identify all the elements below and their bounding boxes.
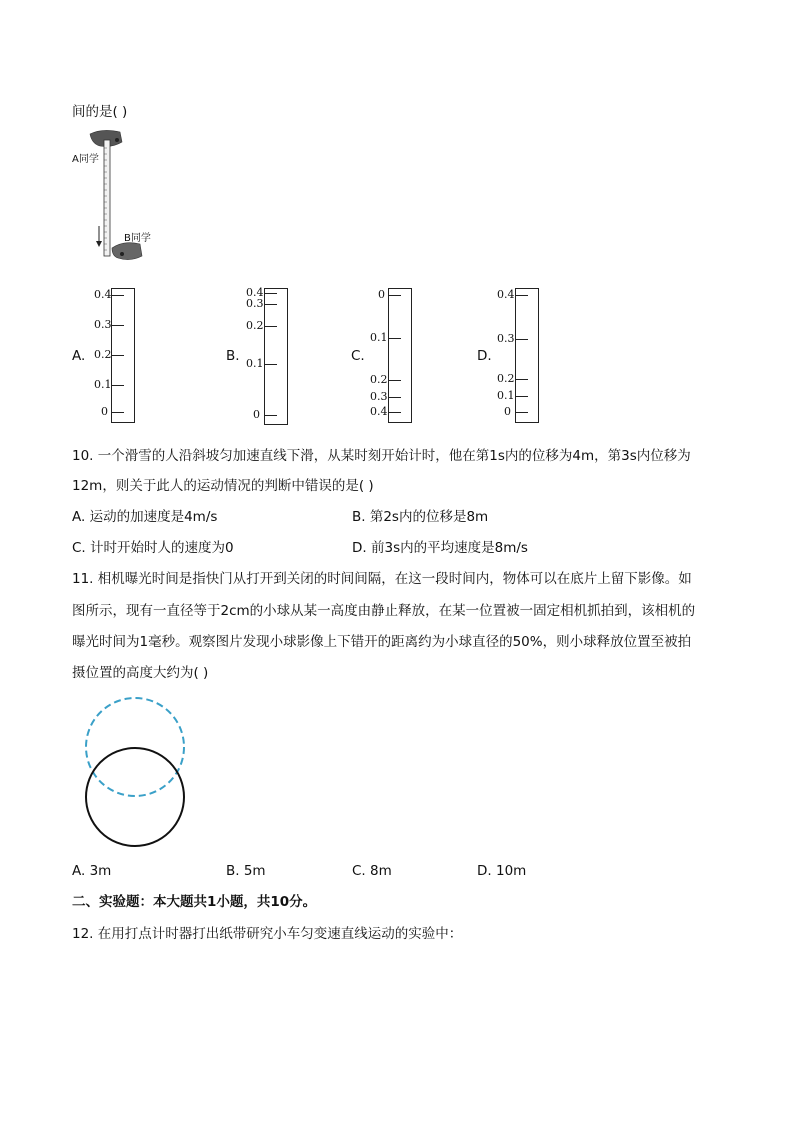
student-b-label: B同学 bbox=[124, 233, 151, 244]
tick bbox=[264, 415, 277, 416]
ruler-hands-illustration bbox=[72, 128, 172, 268]
tick bbox=[515, 339, 528, 340]
q11-option-a: A. 3m bbox=[72, 863, 112, 879]
tick bbox=[264, 293, 277, 294]
tick-label: 0.1 bbox=[94, 378, 112, 391]
q9-stem-tail: 间的是( ) bbox=[72, 104, 128, 120]
q12-stem: 12. 在用打点计时器打出纸带研究小车匀变速直线运动的实验中： bbox=[72, 926, 463, 942]
tick bbox=[111, 355, 124, 356]
tick bbox=[264, 326, 277, 327]
option-c-scale bbox=[388, 288, 412, 423]
q10-line-2: 12m，则关于此人的运动情况的判断中错误的是( ) bbox=[72, 478, 374, 494]
option-c-letter: C. bbox=[351, 348, 365, 364]
tick bbox=[515, 295, 528, 296]
tick-label: 0.1 bbox=[246, 357, 264, 370]
q11-line-2: 图所示，现有一直径等于2cm的小球从某一高度由静止释放，在某一位置被一固定相机抓拍到，该相机的 bbox=[72, 603, 696, 619]
tick-label: 0.2 bbox=[497, 372, 515, 385]
tick-label: 0.4 bbox=[497, 288, 515, 301]
section-heading: 二、实验题：本大题共1小题，共10分。 bbox=[72, 894, 317, 910]
tick bbox=[264, 364, 277, 365]
q10-line-1: 10. 一个滑雪的人沿斜坡匀加速直线下滑，从某时刻开始计时，他在第1s内的位移为4m，第3s内位移为 bbox=[72, 448, 691, 464]
tick-label: 0.4 bbox=[370, 405, 388, 418]
tick-label: 0.3 bbox=[246, 297, 264, 310]
option-d-letter: D. bbox=[477, 348, 492, 364]
tick-label: 0.1 bbox=[370, 331, 388, 344]
option-a-letter: A. bbox=[72, 348, 86, 364]
tick-label: 0.3 bbox=[94, 318, 112, 331]
tick-label: 0 bbox=[101, 405, 108, 418]
option-b-letter: B. bbox=[226, 348, 240, 364]
tick bbox=[111, 412, 124, 413]
q10-option-b: B. 第2s内的位移是8m bbox=[352, 509, 489, 525]
option-d-scale bbox=[515, 288, 539, 423]
tick-label: 0.3 bbox=[497, 332, 515, 345]
tick bbox=[264, 304, 277, 305]
tick-label: 0.2 bbox=[94, 348, 112, 361]
tick-label: 0.2 bbox=[370, 373, 388, 386]
tick-label: 0.4 bbox=[94, 288, 112, 301]
tick bbox=[111, 385, 124, 386]
tick bbox=[388, 338, 401, 339]
tick-label: 0 bbox=[253, 408, 260, 421]
q11-option-d: D. 10m bbox=[477, 863, 527, 879]
q11-line-1: 11. 相机曝光时间是指快门从打开到关闭的时间间隔，在这一段时间内，物体可以在底片上留下影像。如 bbox=[72, 571, 692, 587]
ball-image bbox=[86, 748, 184, 846]
tick-label: 0 bbox=[378, 288, 385, 301]
option-b-scale bbox=[264, 288, 288, 425]
tick bbox=[388, 295, 401, 296]
tick bbox=[111, 325, 124, 326]
tick-label: 0.2 bbox=[246, 319, 264, 332]
tick bbox=[388, 380, 401, 381]
tick-label: 0.4 bbox=[246, 286, 264, 299]
tick bbox=[111, 295, 124, 296]
q11-line-4: 摄位置的高度大约为( ) bbox=[72, 665, 209, 681]
q11-option-c: C. 8m bbox=[352, 863, 392, 879]
tick bbox=[515, 412, 528, 413]
ball-exposure-figure bbox=[80, 695, 190, 850]
q10-option-d: D. 前3s内的平均速度是8m/s bbox=[352, 540, 528, 556]
q10-option-a: A. 运动的加速度是4m/s bbox=[72, 509, 218, 525]
tick-label: 0.1 bbox=[497, 389, 515, 402]
tick-label: 0.3 bbox=[370, 390, 388, 403]
student-a-label: A同学 bbox=[72, 154, 99, 165]
tick bbox=[388, 397, 401, 398]
q11-line-3: 曝光时间为1毫秒。观察图片发现小球影像上下错开的距离约为小球直径的50%，则小球释放位置至被拍 bbox=[72, 634, 692, 650]
tick-label: 0 bbox=[504, 405, 511, 418]
tick bbox=[388, 412, 401, 413]
ruler-drop-figure bbox=[72, 128, 172, 268]
q11-option-b: B. 5m bbox=[226, 863, 266, 879]
tick bbox=[515, 379, 528, 380]
q10-option-c: C. 计时开始时人的速度为0 bbox=[72, 540, 234, 556]
tick bbox=[515, 396, 528, 397]
